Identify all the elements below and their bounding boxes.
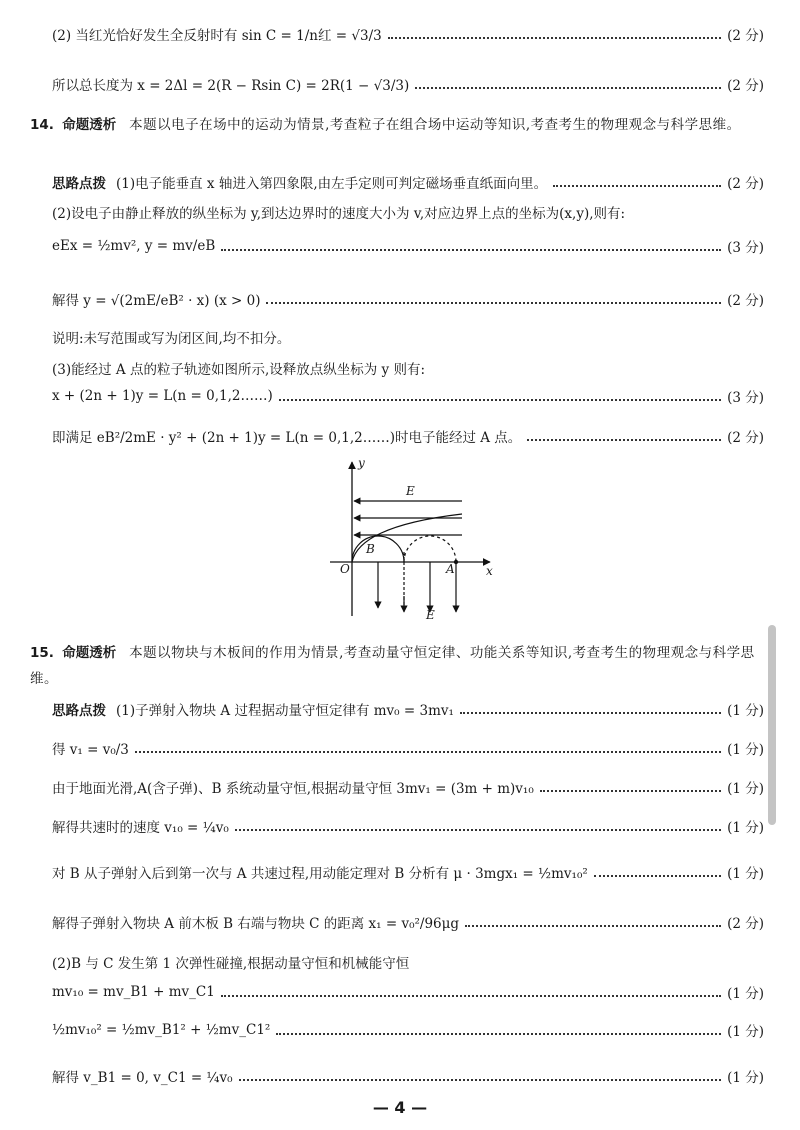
answer-line <box>52 777 764 797</box>
leader-dots <box>553 184 721 187</box>
leader-dots <box>279 398 721 401</box>
section-label: 思路点拨 <box>52 176 106 192</box>
formula-text: 由于地面光滑,A(含子弹)、B 系统动量守恒,根据动量守恒 3mv₁ = (3m + m)v₁₀ <box>52 781 534 797</box>
leader-dots <box>266 301 721 304</box>
answer-line <box>52 1066 764 1086</box>
answer-line <box>52 862 764 882</box>
answer-line <box>52 236 764 256</box>
score-label: (1 分) <box>727 820 764 836</box>
section-label: 命题透析 <box>62 645 117 661</box>
leader-dots <box>460 711 721 714</box>
y-axis-label: y <box>358 456 365 470</box>
page-number: — 4 — <box>372 1098 428 1117</box>
question-15-intro <box>30 640 764 692</box>
section-label: 思路点拨 <box>52 703 106 719</box>
score-label: (3 分) <box>727 390 764 406</box>
leader-dots <box>239 1078 722 1081</box>
answer-text: (3)能经过 A 点的粒子轨迹如图所示,设释放点纵坐标为 y 则有: <box>52 362 426 378</box>
answer-line <box>52 816 764 836</box>
answer-line <box>52 386 764 406</box>
leader-dots <box>527 438 721 441</box>
leader-dots <box>221 994 721 997</box>
formula-text: ½mv₁₀² = ½mv_B1² + ½mv_C1² <box>52 1022 271 1038</box>
leader-dots <box>388 36 721 39</box>
field-label: E <box>406 484 415 498</box>
score-label: (1 分) <box>727 866 764 882</box>
score-label: (1 分) <box>727 703 764 719</box>
section-label: 命题透析 <box>62 117 117 133</box>
leader-dots <box>276 1032 721 1035</box>
formula-text: (1)子弹射入物块 A 过程据动量守恒定律有 mv₀ = 3mv₁ <box>116 703 454 719</box>
question-number: 14. <box>30 117 54 133</box>
question-14-intro <box>30 112 764 138</box>
score-label: (2 分) <box>727 430 764 446</box>
score-label: (1 分) <box>727 1024 764 1040</box>
trajectory-figure <box>320 456 500 626</box>
formula-text: x + (2n + 1)y = L(n = 0,1,2……) <box>52 388 273 404</box>
origin-label: O <box>340 562 350 576</box>
leader-dots <box>465 924 721 927</box>
answer-text: (2)设电子由静止释放的纵坐标为 y,到达边界时的速度大小为 v,对应边界上点的坐标为(x,y),则有: <box>52 206 626 222</box>
leader-dots <box>135 750 721 753</box>
leader-dots <box>594 874 721 877</box>
trajectory-arc <box>404 536 456 562</box>
answer-text: (1)电子能垂直 x 轴进入第四象限,由左手定则可判定磁场垂直纸面向里。 <box>116 176 548 192</box>
formula-text: 即满足 eB²/2mE · y² + (2n + 1)y = L(n = 0,1,2……)时电子能经过 A 点。 <box>52 430 522 446</box>
leader-dots <box>235 828 721 831</box>
formula-text: 得 v₁ = v₀/3 <box>52 742 129 758</box>
field-label: E <box>426 608 435 622</box>
answer-line <box>52 24 764 44</box>
score-label: (2 分) <box>727 176 764 192</box>
answer-line <box>52 289 764 309</box>
answer-line <box>52 738 764 758</box>
point-a-label: A <box>446 562 455 576</box>
trajectory-diagram <box>320 456 500 626</box>
answer-text: (2)B 与 C 发生第 1 次弹性碰撞,根据动量守恒和机械能守恒 <box>52 956 410 972</box>
answer-line <box>52 912 764 932</box>
score-label: (2 分) <box>727 78 764 94</box>
answer-line <box>52 74 764 94</box>
note-text: 说明:未写范围或写为闭区间,均不扣分。 <box>52 331 291 347</box>
magnetic-field-label: B <box>366 542 375 556</box>
leader-dots <box>221 248 721 251</box>
leader-dots <box>415 86 721 89</box>
formula-text: 解得共速时的速度 v₁₀ = ¼v₀ <box>52 820 229 836</box>
formula-text: 解得 v_B1 = 0, v_C1 = ¼v₀ <box>52 1070 233 1086</box>
score-label: (1 分) <box>727 781 764 797</box>
score-label: (2 分) <box>727 28 764 44</box>
score-label: (2 分) <box>727 293 764 309</box>
score-label: (3 分) <box>727 240 764 256</box>
formula-text: 解得子弹射入物块 A 前木板 B 右端与物块 C 的距离 x₁ = v₀²/96μg <box>52 916 460 932</box>
formula-text: 对 B 从子弹射入后到第一次与 A 共速过程,用动能定理对 B 分析有 μ · 3mgx₁ = ½mv₁₀² <box>52 866 588 882</box>
answer-line <box>52 1020 764 1040</box>
intro-text: 本题以物块与木板间的作用为情景,考查动量守恒定律、功能关系等知识,考查考生的物理观念与科学思维。 <box>30 645 755 687</box>
intro-text: 本题以电子在场中的运动为情景,考查粒子在组合场中运动等知识,考查考生的物理观念与科学思维。 <box>129 117 741 133</box>
score-label: (1 分) <box>727 986 764 1002</box>
formula-text: eEx = ½mv², y = mv/eB <box>52 238 216 254</box>
score-label: (2 分) <box>727 916 764 932</box>
formula-text: 所以总长度为 x = 2Δl = 2(R − Rsin C) = 2R(1 − √3/3) <box>52 78 410 94</box>
answer-line <box>52 426 764 446</box>
formula-text: 解得 y = √(2mE/eB² · x) (x > 0) <box>52 293 261 309</box>
formula-text: mv₁₀ = mv_B1 + mv_C1 <box>52 984 215 1000</box>
trajectory-arc <box>352 536 404 562</box>
leader-dots <box>540 789 721 792</box>
score-label: (1 分) <box>727 1070 764 1086</box>
vertical-scrollbar[interactable] <box>768 625 776 825</box>
answer-line <box>52 982 764 1002</box>
formula-text: (2) 当红光恰好发生全反射时有 sin C = 1/n红 = √3/3 <box>52 28 382 44</box>
question-number: 15. <box>30 645 54 661</box>
answer-line <box>52 699 764 719</box>
score-label: (1 分) <box>727 742 764 758</box>
answer-line <box>52 172 764 192</box>
x-axis-label: x <box>486 564 493 578</box>
